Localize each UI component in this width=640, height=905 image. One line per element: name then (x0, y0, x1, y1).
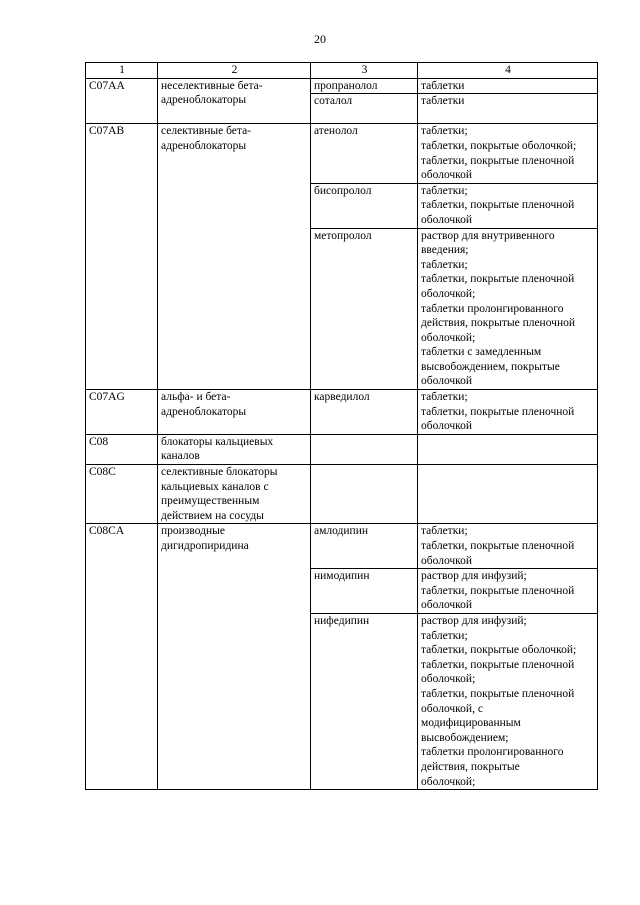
dosage-form-line: таблетки; (421, 629, 468, 642)
drug-name-cell (311, 434, 418, 464)
table-row (86, 434, 598, 464)
page-number: 20 (314, 32, 326, 46)
dosage-form-line: раствор для внутривенного (421, 229, 555, 242)
group-name-line: адреноблокаторы (161, 94, 247, 107)
drug-name-cell (311, 613, 418, 789)
dosage-form-line: оболочкой (421, 213, 473, 226)
group-name-line: производные (161, 525, 225, 538)
dosage-form-line: оболочкой (421, 375, 473, 388)
table-row (86, 524, 598, 569)
dosage-form-cell (418, 94, 598, 124)
atc-code-cell (86, 390, 158, 435)
table-row (86, 78, 598, 94)
group-name-line: преимущественным (161, 495, 260, 508)
dosage-form-line: таблетки, покрытые пленочной (421, 687, 575, 700)
group-name-line: дигидропиридина (161, 540, 249, 552)
dosage-form-cell (418, 78, 598, 94)
dosage-form-line: таблетки; (421, 391, 468, 404)
group-name-line: действием на сосуды (161, 509, 264, 522)
dosage-form-line: таблетки; (421, 525, 468, 538)
drug-name-cell (311, 569, 418, 614)
dosage-form-line: таблетки; (421, 184, 468, 197)
atc-code: C07AG (89, 391, 125, 404)
atc-code: C07AB (89, 125, 125, 138)
table-row (86, 124, 598, 183)
dosage-form-line: таблетки пролонгированного (421, 302, 564, 315)
table-row (86, 390, 598, 435)
dosage-form-line: таблетки, покрытые пленочной (421, 199, 575, 212)
dosage-form-line: таблетки (421, 79, 465, 92)
dosage-form-line: высвобождением; (421, 731, 509, 744)
atc-code-cell (86, 78, 158, 124)
dosage-form-line: высвобождением, покрытые (421, 360, 560, 373)
dosage-form-line: раствор для инфузий; (421, 614, 527, 627)
drug-name-cell (311, 228, 418, 390)
dosage-form-line: таблетки, покрытые пленочной (421, 658, 575, 671)
dosage-form-line: таблетки, покрытые пленочной (421, 584, 575, 597)
group-name-cell (158, 465, 311, 524)
dosage-form-line: таблетки, покрытые пленочной (421, 540, 575, 552)
drug-name: амлодипин (314, 525, 369, 538)
atc-code-cell (86, 124, 158, 390)
atc-code: C08 (89, 435, 109, 448)
drug-name-cell (311, 390, 418, 435)
group-name-line: блокаторы кальциевых (161, 435, 274, 448)
dosage-form-line: оболочкой (421, 169, 473, 182)
dosage-form-line: таблетки, покрытые оболочкой; (421, 644, 577, 657)
dosage-form-cell (418, 524, 598, 569)
atc-code-cell (86, 524, 158, 790)
dosage-form-cell (418, 613, 598, 789)
dosage-form-line: таблетки; (421, 125, 468, 138)
dosage-form-line: таблетки, покрытые пленочной (421, 405, 575, 418)
dosage-form-cell (418, 183, 598, 228)
atc-code: C07AA (89, 79, 125, 92)
drug-name-cell (311, 524, 418, 569)
dosage-form-line: оболочкой; (421, 287, 476, 300)
drug-name-cell (311, 94, 418, 124)
group-name-line: неселективные бета- (161, 79, 263, 92)
column-header-3: 3 (311, 63, 418, 79)
table-row (86, 465, 598, 524)
dosage-form-line: таблетки, покрытые оболочкой; (421, 139, 577, 152)
dosage-form-line: таблетки, покрытые пленочной (421, 273, 575, 286)
dosage-form-line: оболочкой; (421, 775, 476, 788)
group-name-line: кальциевых каналов с (161, 480, 269, 493)
group-name-cell (158, 524, 311, 790)
dosage-form-line: оболочкой (421, 420, 473, 433)
group-name-line: селективные блокаторы (161, 466, 278, 479)
dosage-form-cell (418, 569, 598, 614)
dosage-form-line: таблетки; (421, 258, 468, 271)
dosage-form-line: модифицированным (421, 717, 521, 730)
dosage-form-line: таблетки, покрытые пленочной (421, 154, 575, 167)
dosage-form-line: таблетки с замедленным (421, 346, 542, 359)
drug-name-cell (311, 124, 418, 183)
dosage-form-line: введения; (421, 244, 469, 257)
dosage-form-line: раствор для инфузий; (421, 570, 527, 583)
drug-name: карведилол (314, 391, 370, 404)
dosage-form-line: действия, покрытые (421, 760, 520, 773)
group-name-cell (158, 390, 311, 435)
dosage-form-line: таблетки (421, 95, 465, 108)
dosage-form-cell (418, 434, 598, 464)
atc-code-cell (86, 465, 158, 524)
table-header-row (86, 63, 598, 79)
column-header-4: 4 (418, 63, 598, 79)
table-body (86, 78, 598, 790)
group-name-line: альфа- и бета- (161, 391, 231, 404)
group-name-cell (158, 434, 311, 464)
drug-name: нифедипин (314, 614, 370, 627)
drug-name-cell (311, 465, 418, 524)
column-header-2: 2 (158, 63, 311, 79)
atc-code: C08CA (89, 525, 125, 538)
dosage-form-cell (418, 228, 598, 390)
dosage-form-line: таблетки пролонгированного (421, 746, 564, 759)
group-name-line: адреноблокаторы (161, 139, 247, 152)
group-name-cell (158, 78, 311, 124)
drug-name: бисопролол (314, 184, 372, 197)
drug-name: соталол (314, 95, 353, 108)
dosage-form-cell (418, 390, 598, 435)
dosage-form-line: оболочкой (421, 554, 473, 567)
dosage-form-cell (418, 465, 598, 524)
dosage-form-line: оболочкой; (421, 673, 476, 686)
dosage-form-line: действия, покрытые пленочной (421, 317, 576, 330)
group-name-line: селективные бета- (161, 125, 252, 138)
drug-name: метопролол (314, 229, 372, 242)
group-name-line: каналов (161, 450, 200, 463)
dosage-form-line: оболочкой; (421, 331, 476, 344)
column-header-1: 1 (86, 63, 158, 79)
drug-name: атенолол (314, 125, 358, 138)
atc-code-cell (86, 434, 158, 464)
dosage-form-line: оболочкой, с (421, 702, 483, 715)
atc-code: C08C (89, 466, 116, 479)
drug-table (85, 62, 598, 790)
drug-name-cell (311, 183, 418, 228)
dosage-form-cell (418, 124, 598, 183)
group-name-cell (158, 124, 311, 390)
dosage-form-line: оболочкой (421, 599, 473, 612)
drug-name: пропранолол (314, 79, 378, 92)
drug-name: нимодипин (314, 570, 370, 583)
drug-name-cell (311, 78, 418, 94)
group-name-line: адреноблокаторы (161, 405, 247, 418)
